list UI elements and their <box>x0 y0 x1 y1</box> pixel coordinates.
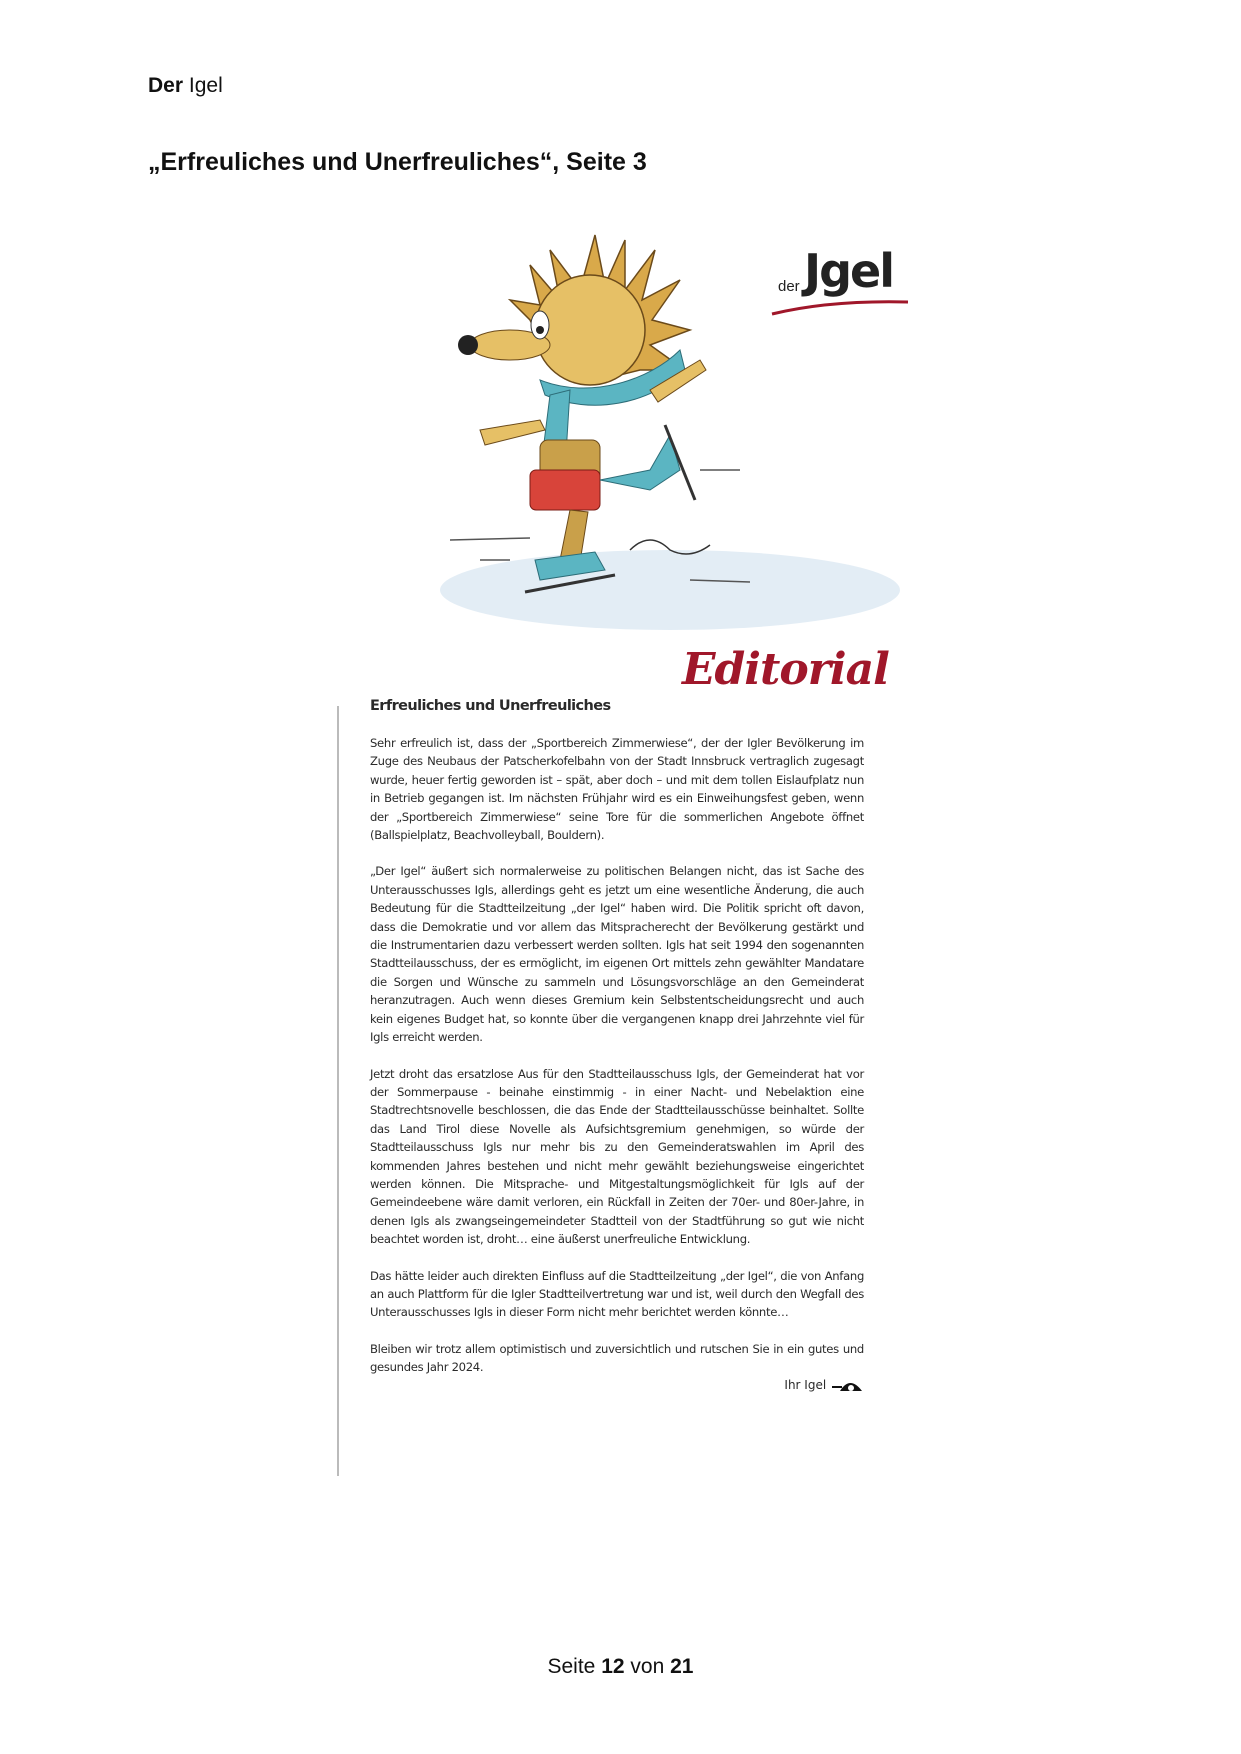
article-paragraph: Sehr erfreulich ist, dass der „Sportbereich Zimmerwiese“, der der Igler Bevölkerung im Zuge des Neubaus der Patscherkofelbahn von der Stadt Innsbruck vertraglich zugesagt wurde, heuer fertig geworden ist – spät, aber doch – und mit dem tollen Eislaufplatz nun in Betrieb gegangen ist. Im nächsten Frühjahr wird es ein Einweihungsfest geben, wenn der „Sportbereich Zimmerwiese“ seine Tore für die sommerlichen Angebote öffnet (Ballspielplatz, Beachvolleyball, Bouldern). <box>370 736 864 843</box>
footer-page-number: 12 <box>601 1655 625 1678</box>
article-paragraph: Das hätte leider auch direkten Einfluss auf die Stadtteilzeitung „der Igel“, die von Anfang an auch Plattform für die Igler Stadtteilvertretung war und ist, weil durch den Wegfall des Unterausschusses Igls in dieser Form nicht mehr berichtet werden könnte… <box>370 1268 864 1320</box>
page-footer <box>0 1655 1241 1679</box>
article-paragraph: Jetzt droht das ersatzlose Aus für den Stadtteilausschuss Igls, der Gemeinderat hat vor der Sommerpause - beinahe einstimmig - in einer Nacht- und Nebelaktion eine Stadtrechtsnovelle beschlossen, die das Ende der Stadtteilausschüsse beinhaltet. Sollte das Land Tirol diese Novelle als Aufsichtsgremium genehmigen, so würde der Stadtteilausschuss Igls nur mehr bis zu den Gemeinderatswahlen im April des kommenden Jahres bestehen und nicht mehr gewählt beziehungsweise eingerichtet werden können. Die Mitsprache- und Mitgestaltungsmöglichkeit für Igls auf der Gemeindeebene wäre damit verloren, ein Rückfall in Zeiten der 70er- und 80er-Jahre, in denen Igls als zwangseingemeindeter Stadtteil von der Stadtführung so gut wie nicht beachtet worden ist, droht… eine äußerst unerfreuliche Entwicklung. <box>370 1066 864 1247</box>
article-heading: Erfreuliches und Unerfreuliches <box>370 698 611 714</box>
der-igel-logo <box>770 244 910 328</box>
editorial-article <box>370 698 864 1393</box>
editorial-label: Editorial <box>682 644 889 695</box>
footer-total-pages: 21 <box>670 1655 694 1678</box>
hedgehog-mini-icon <box>830 1377 864 1393</box>
signature <box>370 1377 864 1393</box>
footer-prefix: Seite <box>547 1655 596 1678</box>
article-paragraph: „Der Igel“ äußert sich normalerweise zu politischen Belangen nicht, das ist Sache des Unterausschusses Igls, allerdings geht es jetzt um eine wesentliche Änderung, die auch Bedeutung für die Stadtteilzeitung „der Igel“ haben wird. Die Politik spricht oft davon, dass die Demokratie und vor allem das Mitspracherecht der Bevölkerung gestärkt und die Instrumentarien dazu verbessert werden sollten. Igls hat seit 1994 den sogenannten Stadtteilausschuss, der es ermöglicht, im eigenen Ort mittels zehn gewählter Mandatare die Sorgen und Wünsche zu sammeln und Lösungsvorschläge an den Gemeinderat heranzutragen. Auch wenn dieses Gremium kein Selbstentscheidungsrecht und auch kein eigenes Budget hat, so konnte über die vergangenen knapp drei Jahrzehnte viel für Igls erreicht werden. <box>370 864 864 1045</box>
logo-swoosh-icon <box>770 298 910 318</box>
column-rule <box>337 706 339 1476</box>
signature-text: Ihr Igel <box>784 1377 827 1392</box>
logo-big-text: Jgel <box>804 244 894 298</box>
document-header <box>148 74 223 98</box>
header-rest: Igel <box>188 74 223 97</box>
header-bold: Der <box>148 74 184 97</box>
page-title: „Erfreuliches und Unerfreuliches“, Seite 3 <box>148 148 647 176</box>
footer-middle: von <box>630 1655 665 1678</box>
logo-small-text: der <box>778 278 800 295</box>
article-paragraph: Bleiben wir trotz allem optimistisch und zuversichtlich und rutschen Sie in ein gutes und gesundes Jahr 2024. <box>370 1341 864 1375</box>
